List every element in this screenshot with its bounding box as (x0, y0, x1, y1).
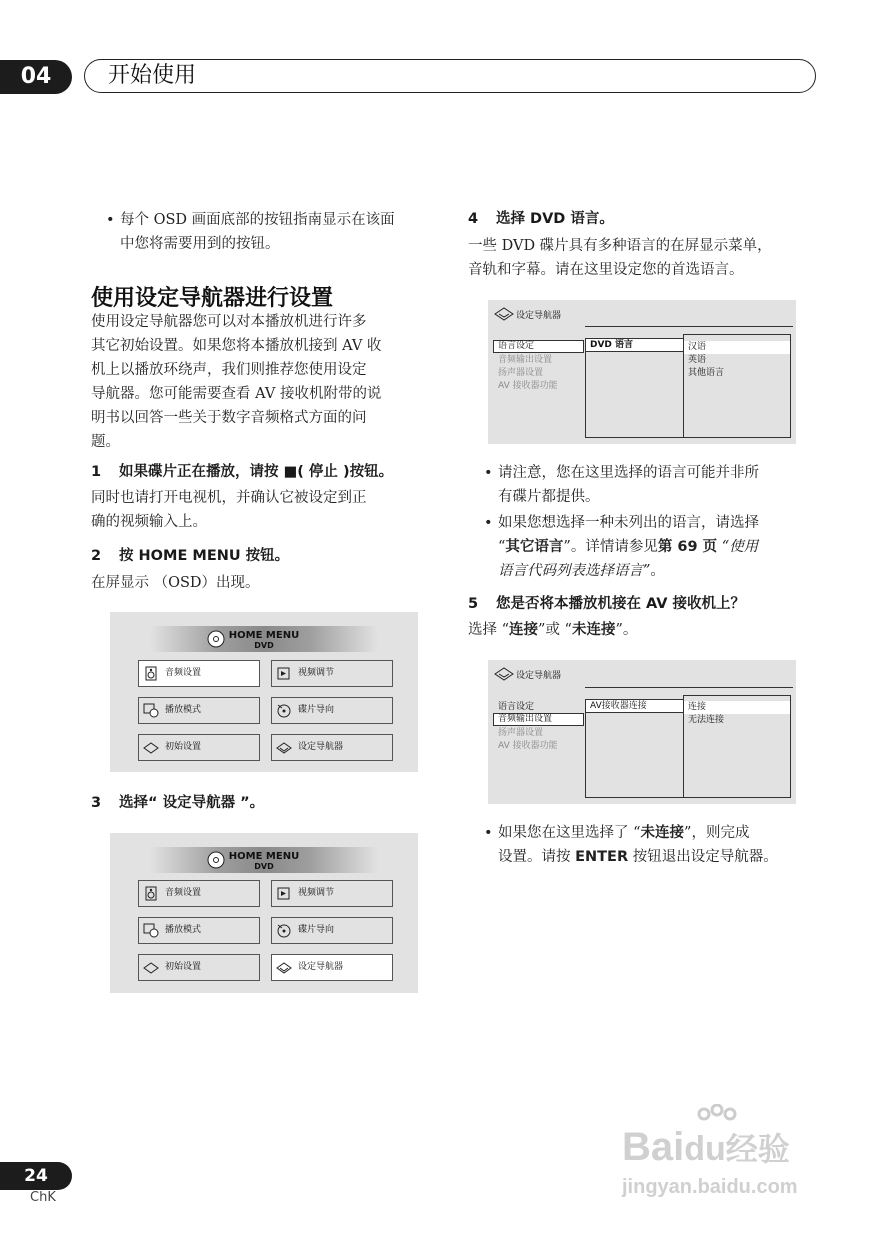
menu-video-adjust[interactable]: 视频调节 (271, 880, 393, 907)
video-icon (276, 886, 292, 901)
setup-menu-list (494, 700, 584, 752)
menu-audio-output[interactable]: 音频输出设置 (493, 713, 584, 726)
home-menu-screen-1 (110, 612, 418, 772)
option-connected[interactable]: 连接 (684, 701, 790, 714)
option-other-language[interactable]: 其他语言 (688, 368, 725, 378)
step-1-body: 同时也请打开电视机，并确认它被设定到正 确的视频输入上。 (91, 490, 367, 530)
menu-video-adjust[interactable]: 视频调节 (271, 660, 393, 687)
setup-navigator-screen-2 (488, 660, 796, 804)
menu-initial-settings[interactable]: 初始设置 (138, 734, 260, 761)
bullet-other-language: • 如果您想选择一种未列出的语言，请选择 “其它语言”。详情请参见第 69 页 “使用 语言代码列表选择语言”。 (484, 515, 759, 579)
play-mode-icon (143, 703, 159, 718)
watermark-url: jingyan.baidu.com (622, 1176, 798, 1198)
home-menu-screen-2 (110, 833, 418, 993)
chapter-number-tab: 04 (0, 60, 72, 94)
home-menu-title: HOME MENU (228, 630, 300, 641)
disc-navigator-icon (276, 703, 292, 718)
setup-navigator-title: 设定导航器 (516, 671, 562, 681)
dvd-language-header: DVD 语言 (586, 339, 684, 352)
play-mode-icon (143, 923, 159, 938)
menu-av-receiver[interactable]: AV 接收器功能 (498, 741, 558, 751)
option-chinese[interactable]: 汉语 (684, 341, 790, 354)
menu-av-receiver[interactable]: AV 接收器功能 (498, 381, 558, 391)
menu-audio-settings[interactable]: 音频设置 (138, 880, 260, 907)
settings-icon (143, 740, 159, 755)
option-english[interactable]: 英语 (688, 355, 707, 365)
menu-language[interactable]: 语言设定 (493, 340, 584, 353)
bullet-language-note: • 请注意，您在这里选择的语言可能并非所 有碟片都提供。 (484, 465, 759, 505)
dvd-language-column (585, 338, 685, 438)
step-5-heading: 5 您是否将本播放机接在 AV 接收机上？ (468, 596, 746, 612)
section-title: 使用设定导航器进行设置 (91, 286, 334, 311)
header-rule (585, 687, 793, 688)
menu-disc-navigator[interactable]: 碟片导向 (271, 917, 393, 944)
setup-menu-list (494, 340, 584, 392)
menu-setup-navigator[interactable]: 设定导航器 (271, 734, 393, 761)
menu-play-mode[interactable]: 播放模式 (138, 697, 260, 724)
setup-navigator-screen-1 (488, 300, 796, 444)
home-menu-title: HOME MENU (228, 851, 300, 862)
menu-audio-settings[interactable]: 音频设置 (138, 660, 260, 687)
menu-speaker[interactable]: 扬声器设置 (498, 368, 544, 378)
language-options (683, 334, 791, 438)
setup-navigator-icon (276, 960, 292, 975)
home-menu-subtitle: DVD (254, 641, 274, 650)
setup-navigator-icon (276, 740, 292, 755)
disc-navigator-icon (276, 923, 292, 938)
page-number: 24 (0, 1162, 72, 1190)
menu-initial-settings[interactable]: 初始设置 (138, 954, 260, 981)
chapter-title: 开始使用 (108, 63, 197, 88)
menu-disc-navigator[interactable]: 碟片导向 (271, 697, 393, 724)
language-code: ChK (30, 1190, 56, 1205)
step-2-body: 在屏显示 （OSD）出现。 (91, 575, 260, 591)
step-5-body: 选择 “连接”或 “未连接”。 (468, 622, 638, 638)
intro-paragraph: 使用设定导航器您可以对本播放机进行许多 其它初始设置。如果您将本播放机接到 AV 收 机上以播放环绕声，我们则推荐您使用设定 导航器。您可能需要查看 AV 接收机附带的说 明书以回答一些关于数字音频格式方面的问 题。 (91, 314, 382, 450)
menu-setup-navigator[interactable]: 设定导航器 (271, 954, 393, 981)
bullet-osd: • 每个 OSD 画面底部的按钮指南显示在该面 中您将需要用到的按钮。 (106, 212, 395, 252)
step-4-body: 一些 DVD 碟片具有多种语言的在屏显示菜单， 音轨和字幕。请在这里设定您的首选语言。 (468, 238, 772, 278)
step-3-heading: 3 选择“ 设定导航器 ”。 (91, 795, 265, 811)
step-4-heading: 4 选择 DVD 语言。 (468, 211, 614, 227)
speaker-icon (143, 666, 159, 681)
home-menu-subtitle: DVD (254, 862, 274, 871)
step-1-heading: 1 如果碟片正在播放，请按 ■( 停止 )按钮。 (91, 464, 394, 480)
setup-navigator-title: 设定导航器 (516, 311, 562, 321)
settings-icon (143, 960, 159, 975)
menu-speaker[interactable]: 扬声器设置 (498, 728, 544, 738)
bullet-not-connected: • 如果您在这里选择了 “未连接”，则完成 设置。请按 ENTER 按钮退出设定导航器。 (484, 825, 778, 865)
menu-language[interactable]: 语言设定 (498, 702, 535, 712)
watermark-logo: Baidu经验 (622, 1125, 790, 1169)
speaker-icon (143, 886, 159, 901)
paw-icon (692, 1104, 742, 1140)
option-not-connected[interactable]: 无法连接 (688, 715, 725, 725)
setup-navigator-icon (494, 307, 514, 321)
setup-navigator-icon (494, 667, 514, 681)
connection-options (683, 695, 791, 798)
av-receiver-header: AV接收器连接 (586, 700, 684, 713)
av-receiver-column (585, 699, 685, 798)
video-icon (276, 666, 292, 681)
header-rule (585, 326, 793, 327)
menu-audio-output[interactable]: 音频输出设置 (498, 355, 553, 365)
menu-play-mode[interactable]: 播放模式 (138, 917, 260, 944)
step-2-heading: 2 按 HOME MENU 按钮。 (91, 548, 290, 564)
